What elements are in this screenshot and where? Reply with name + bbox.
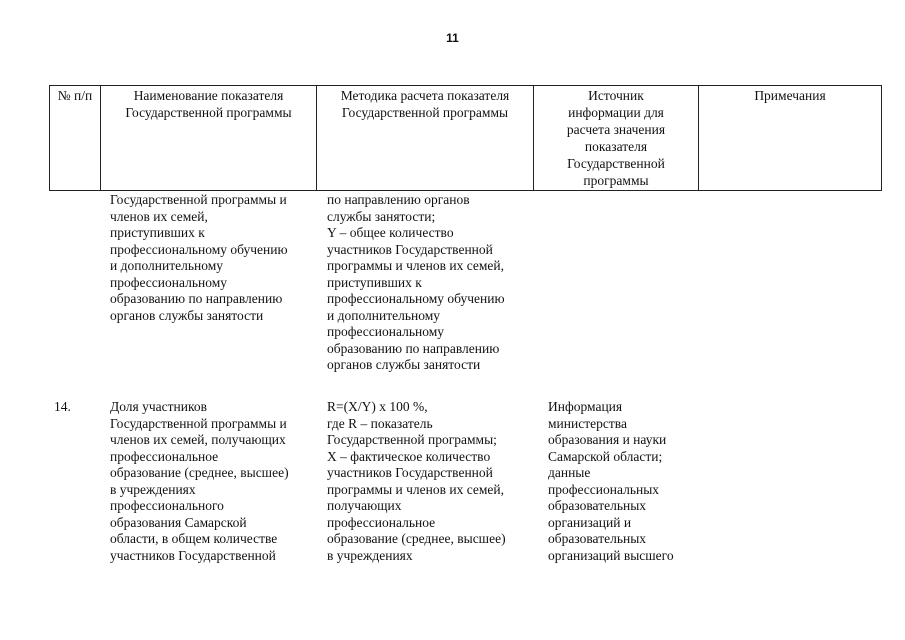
text-line: участников Государственной bbox=[327, 241, 493, 257]
text-line: в учреждениях bbox=[327, 547, 413, 563]
header-cell-number: № п/п bbox=[50, 86, 101, 191]
text-line: профессиональное bbox=[327, 514, 436, 530]
text-line: образованию по направлению bbox=[327, 340, 500, 356]
header-method-line: Государственной программы bbox=[341, 105, 509, 120]
text-line: приступивших к bbox=[110, 225, 205, 240]
header-cell-method bbox=[317, 86, 534, 191]
text-line: образования и науки bbox=[548, 432, 667, 447]
text-line: профессионального bbox=[110, 498, 224, 513]
text-line: членов их семей, получающих bbox=[110, 432, 286, 447]
text-line: где R – показатель bbox=[327, 415, 433, 431]
header-cell-source bbox=[534, 86, 699, 191]
text-line: области, в общем количестве bbox=[110, 531, 278, 546]
text-line: в учреждениях bbox=[110, 481, 196, 497]
header-source-line: Источник bbox=[588, 88, 644, 103]
header-name-line: Государственной программы bbox=[125, 105, 292, 120]
text-line: образованию по направлению bbox=[110, 291, 283, 306]
text-line: данные bbox=[548, 465, 591, 480]
header-name-line: Наименование показателя bbox=[133, 88, 284, 103]
text-line: профессиональному bbox=[327, 324, 444, 339]
text-line: и дополнительному bbox=[110, 258, 223, 273]
text-line: Государственной программы; bbox=[327, 432, 497, 447]
row-14-name-cell bbox=[110, 399, 289, 564]
text-line: по направлению органов bbox=[327, 192, 470, 207]
text-line: X – фактическое количество bbox=[327, 448, 491, 464]
text-line: членов их семей, bbox=[110, 208, 208, 224]
header-source-line: показателя bbox=[584, 139, 648, 154]
row-14-source-cell bbox=[548, 399, 674, 564]
text-line: программы и членов их семей, bbox=[327, 258, 505, 273]
text-line: образовательных bbox=[548, 531, 647, 546]
text-line: R=(X/Y) x 100 %, bbox=[327, 399, 428, 414]
text-line: Государственной программы и bbox=[110, 415, 287, 431]
text-line: Самарской области; bbox=[548, 448, 663, 464]
text-line: Доля участников bbox=[110, 399, 207, 414]
header-source-line: Государственной bbox=[567, 156, 665, 171]
text-line: организаций высшего bbox=[548, 547, 674, 563]
text-line: приступивших к bbox=[327, 274, 422, 290]
table-header bbox=[49, 85, 882, 191]
text-line: образование (среднее, высшее) bbox=[110, 465, 289, 480]
text-line: Государственной программы и bbox=[110, 192, 287, 207]
text-line: Y – общее количество bbox=[327, 225, 454, 240]
text-line: министерства bbox=[548, 415, 627, 431]
text-line: программы и членов их семей, bbox=[327, 481, 505, 497]
text-line: получающих bbox=[327, 498, 402, 513]
text-line: профессиональное bbox=[110, 448, 219, 464]
continuation-name-cell bbox=[110, 192, 288, 324]
text-line: органов службы занятости bbox=[110, 307, 264, 323]
text-line: профессиональному обучению bbox=[327, 291, 505, 306]
text-line: образования Самарской bbox=[110, 514, 247, 530]
header-cell-name bbox=[101, 86, 317, 191]
header-source-line: расчета значения bbox=[566, 122, 666, 137]
header-source-line: программы bbox=[583, 173, 649, 188]
text-line: и дополнительному bbox=[327, 307, 440, 323]
header-row bbox=[50, 86, 882, 191]
row-14-method-cell bbox=[327, 399, 506, 564]
text-line: службы занятости; bbox=[327, 208, 436, 224]
text-line: профессиональному обучению bbox=[110, 241, 288, 257]
row-14-number: 14. bbox=[54, 399, 71, 414]
text-line: образование (среднее, высшее) bbox=[327, 531, 506, 546]
text-line: организаций и bbox=[548, 514, 632, 530]
header-method-line: Методика расчета показателя bbox=[340, 88, 510, 103]
text-line: образовательных bbox=[548, 498, 647, 513]
text-line: Информация bbox=[548, 399, 623, 414]
continuation-method-cell bbox=[327, 192, 505, 374]
text-line: участников Государственной bbox=[327, 465, 493, 480]
text-line: профессиональных bbox=[548, 481, 660, 497]
header-cell-notes: Примечания bbox=[699, 86, 882, 191]
page-number: 11 bbox=[446, 31, 459, 45]
text-line: профессиональному bbox=[110, 274, 227, 290]
header-source-line: информации для bbox=[568, 105, 664, 120]
text-line: участников Государственной bbox=[110, 547, 276, 563]
text-line: органов службы занятости bbox=[327, 357, 481, 372]
